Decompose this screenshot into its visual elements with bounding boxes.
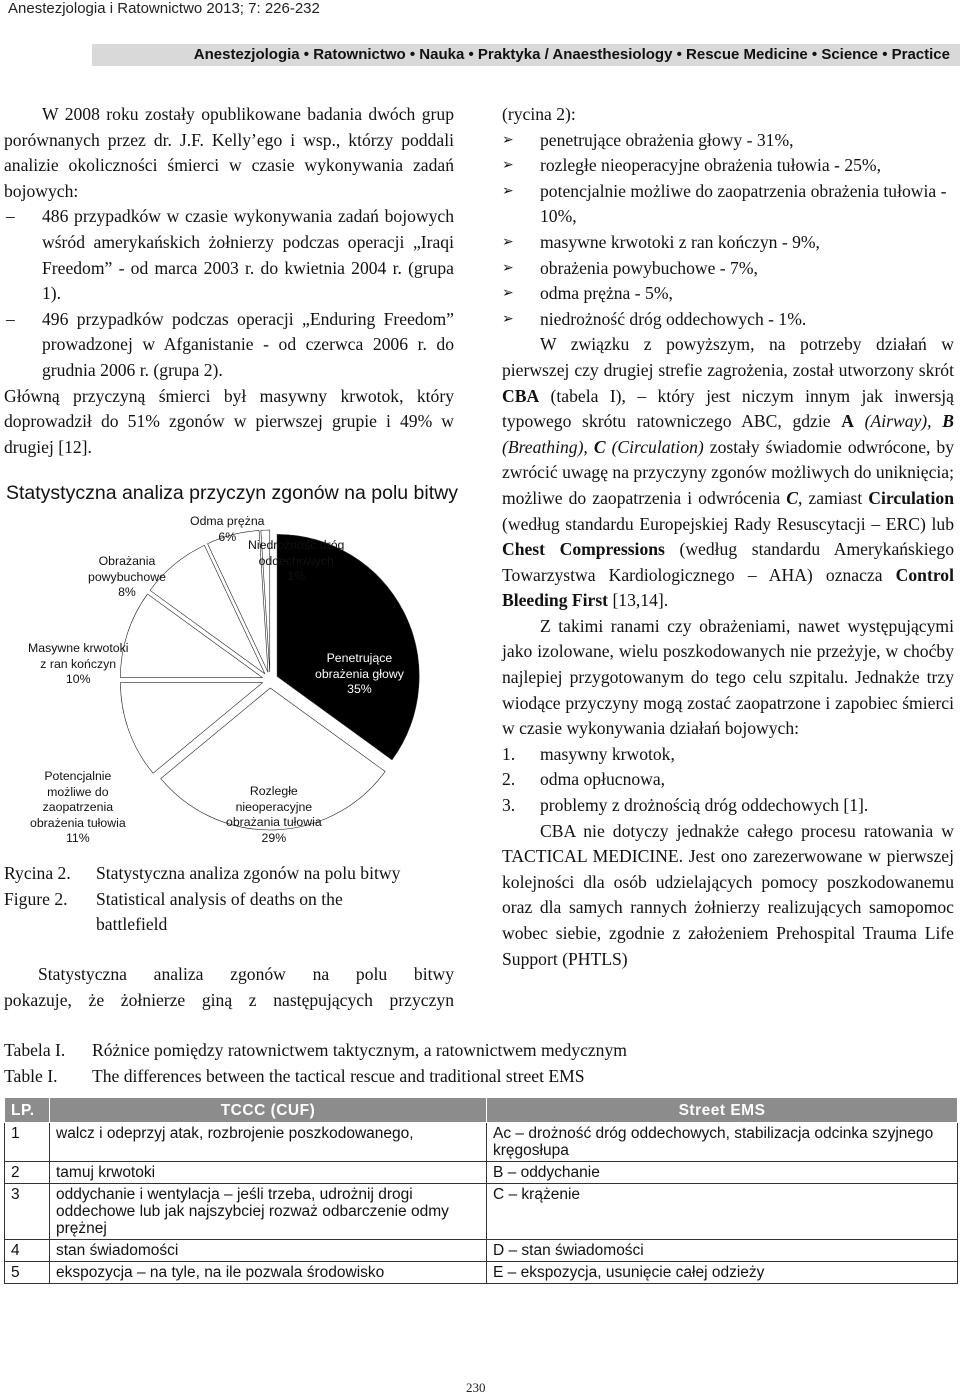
- right-bullet-list: [502, 128, 954, 333]
- table-label-en: Table I.: [4, 1065, 58, 1086]
- comparison-table: [4, 1097, 958, 1284]
- table-header-tccc: TCCC (CUF): [50, 1098, 487, 1123]
- left-paragraph-3-line2: pokazuje, że żołnierze giną z następujących przyczyn: [4, 989, 454, 1010]
- left-dash-item-1: [4, 204, 454, 306]
- table-cell: 2: [5, 1162, 50, 1184]
- pie-label-airway: Niedrożność dróg oddechowych 1%: [248, 538, 345, 583]
- arrow-bullet-icon: ➢: [502, 285, 514, 302]
- table-cell: 3: [5, 1184, 50, 1240]
- table-cell: C – krążenie: [487, 1184, 958, 1240]
- arrow-bullet-icon: ➢: [502, 259, 514, 276]
- table-row: [5, 1123, 958, 1162]
- right-paragraph-1: W związku z powyższym, na potrzeby działań w pierwszej czy drugiej strefie zagrożenia, został utworzony skrót CBA (tabela I), – który jest niczym innym jak inwersją typowego skrótu ratowniczego ABC, gdzie A (Airway), B (Breathing), C (Circulation) zostały świadomie odwrócone, by zwrócić uwagę na przyczyny zgonów możliwych do uniknięcia; możliwe do zaopatrzenia i odwrócenia C, zamiast Circulation (według standardu Europejskiej Rady Resuscytacji – ERC) lub Chest Compressions (według standardu Amerykańskiego Towarzystwa Kardiologicznego – AHA) oznacza Control Bleeding First [13,14].: [502, 334, 954, 611]
- right-numbered-item: 3. problemy z drożnością dróg oddechowych [1].: [502, 795, 869, 816]
- journal-banner: Anestezjologia • Ratownictwo • Nauka • Praktyka / Anaesthesiology • Rescue Medicine • Science • Practice: [92, 44, 960, 66]
- left-dash-text-2: 496 przypadków podczas operacji „Enduring Freedom” prowadzonej w Afganistanie - od czerwca 2006 r. do grudnia 2006 r. (grupa 2).: [42, 308, 454, 380]
- right-column: [502, 102, 954, 972]
- right-bullet: ➢ obrażenia powybuchowe - 7%,: [502, 256, 954, 282]
- table-header-row: [5, 1098, 958, 1123]
- table-cell: 4: [5, 1240, 50, 1262]
- left-dash-text-1: 486 przypadków w czasie wykonywania zadań bojowych wśród amerykańskich żołnierzy podczas operacji „Iraqi Freedom” - od marca 2003 r. do kwietnia 2004 r. (grupa 1).: [42, 206, 454, 304]
- figure-text-pl: Statystyczna analiza zgonów na polu bitwy: [96, 863, 401, 883]
- figure-text-en-2: battlefield: [96, 914, 168, 935]
- right-bullet: ➢ odma prężna - 5%,: [502, 281, 954, 307]
- figure-text-en-1: Statistical analysis of deaths on the: [96, 888, 343, 909]
- table-label-pl: Tabela I.: [4, 1040, 66, 1060]
- arrow-bullet-icon: ➢: [502, 131, 514, 148]
- arrow-bullet-icon: ➢: [502, 310, 514, 327]
- table-cell: ekspozycja – na tyle, na ile pozwala środowisko: [50, 1262, 487, 1284]
- table-cell: 1: [5, 1123, 50, 1162]
- table-row: [5, 1184, 958, 1240]
- dash-marker: –: [6, 308, 15, 329]
- right-numbered-list: [502, 742, 954, 819]
- right-bullet: ➢ masywne krwotoki z ran kończyn - 9%,: [502, 230, 954, 256]
- page-number: 230: [466, 1380, 486, 1395]
- table-caption-en: The differences between the tactical rescue and traditional street EMS: [92, 1065, 585, 1086]
- right-bullet: ➢ niedrożność dróg oddechowych - 1%.: [502, 307, 954, 333]
- table-cell: E – ekspozycja, usunięcie całej odzieży: [487, 1262, 958, 1284]
- pie-label-tension-pneumothorax: Odma prężna 6%: [190, 514, 265, 544]
- left-paragraph-2: Główną przyczyną śmierci był masywny krwotok, który doprowadził do 51% zgonów w pierwszej grupie i 49% w drugiej [12].: [4, 385, 454, 457]
- dash-marker: –: [6, 206, 15, 227]
- table-cell: D – stan świadomości: [487, 1240, 958, 1262]
- table-cell: stan świadomości: [50, 1240, 487, 1262]
- pie-label-potential-torso: Potencjalnie możliwe do zaopatrzenia obrażenia tułowia 11%: [30, 769, 126, 845]
- journal-reference: Anestezjologia i Ratownictwo 2013; 7: 226-232: [8, 0, 320, 17]
- figure-label-en: Figure 2.: [4, 888, 68, 909]
- table-caption-pl: Różnice pomiędzy ratownictwem taktycznym, a ratownictwem medycznym: [92, 1040, 627, 1060]
- pie-label-limb-hemorrhage: Masywne krwotoki z ran kończyn 10%: [28, 641, 129, 686]
- figure-label-pl: Rycina 2.: [4, 863, 71, 883]
- right-paragraph-2: Z takimi ranami czy obrażeniami, nawet występującymi jako izolowane, wielu poszkodowanych nie przeżyje, w choćby najlepiej przygotowanym do tego celu szpitalu. Jednakże trzy wiodące przyczyny mogą zostać zaopatrzone i zapobiec śmierci w czasie wykonywania działań bojowych:: [502, 615, 954, 739]
- table-caption: [4, 1038, 904, 1090]
- right-bullet: ➢ penetrujące obrażenia głowy - 31%,: [502, 128, 954, 154]
- arrow-bullet-icon: ➢: [502, 182, 514, 199]
- table-cell: tamuj krwotoki: [50, 1162, 487, 1184]
- left-paragraph-3-line1: Statystyczna analiza zgonów na polu bitwy: [38, 964, 454, 984]
- figure-caption: [4, 861, 464, 939]
- right-intro: (rycina 2):: [502, 104, 576, 124]
- left-column: [4, 102, 454, 460]
- arrow-bullet-icon: ➢: [502, 233, 514, 250]
- chart-title: Statystyczna analiza przyczyn zgonów na polu bitwy: [6, 482, 458, 504]
- table-cell: oddychanie i wentylacja – jeśli trzeba, udrożnij drogi oddechowe lub jak najszybciej rozważ odbarczenie odmy prężnej: [50, 1184, 487, 1240]
- table-row: [5, 1162, 958, 1184]
- pie-label-blast: Obrażania powybuchowe 8%: [88, 554, 166, 599]
- right-paragraph-3: CBA nie dotyczy jednakże całego procesu ratowania w TACTICAL MEDICINE. Jest ono zarezerwowane w pierwszej kolejności dla osób udzielających pomocy poszkodowanemu oraz dla samych rannych żołnierzy realizujących samopomoc wobec siebie, zgodnie z założeniem Prehospital Trauma Life Support (PHTLS): [502, 820, 954, 969]
- table-header-ems: Street EMS: [487, 1098, 958, 1123]
- pie-label-torso: Rozległe nieoperacyjne obrażania tułowia 29%: [226, 784, 322, 845]
- table-header-lp: LP.: [5, 1098, 50, 1123]
- arrow-bullet-icon: ➢: [502, 157, 514, 174]
- table-row: [5, 1262, 958, 1284]
- table-cell: 5: [5, 1262, 50, 1284]
- right-numbered-item: 1. masywny krwotok,: [502, 743, 675, 764]
- left-paragraph-1: W 2008 roku zostały opublikowane badania dwóch grup porównanych przez dr. J.F. Kelly’ego i wsp., którzy poddali analizie okoliczności śmierci w czasie wykonywania zadań bojowych:: [4, 104, 454, 201]
- left-dash-item-2: [4, 307, 454, 384]
- right-bullet: ➢ potencjalnie możliwe do zaopatrzenia obrażenia tułowia - 10%,: [502, 180, 947, 227]
- table-cell: walcz i odeprzyj atak, rozbrojenie poszkodowanego,: [50, 1123, 487, 1162]
- table-cell: Ac – drożność dróg oddechowych, stabilizacja odcinka szyjnego kręgosłupa: [487, 1123, 958, 1162]
- right-bullet: ➢ rozległe nieoperacyjne obrażenia tułowia - 25%,: [502, 153, 954, 179]
- pie-label-head-injury: Penetrujące obrażenia głowy 35%: [315, 651, 404, 696]
- right-numbered-item: 2. odma opłucnowa,: [502, 769, 666, 790]
- left-paragraph-3: [4, 962, 454, 1013]
- table-row: [5, 1240, 958, 1262]
- table-cell: B – oddychanie: [487, 1162, 958, 1184]
